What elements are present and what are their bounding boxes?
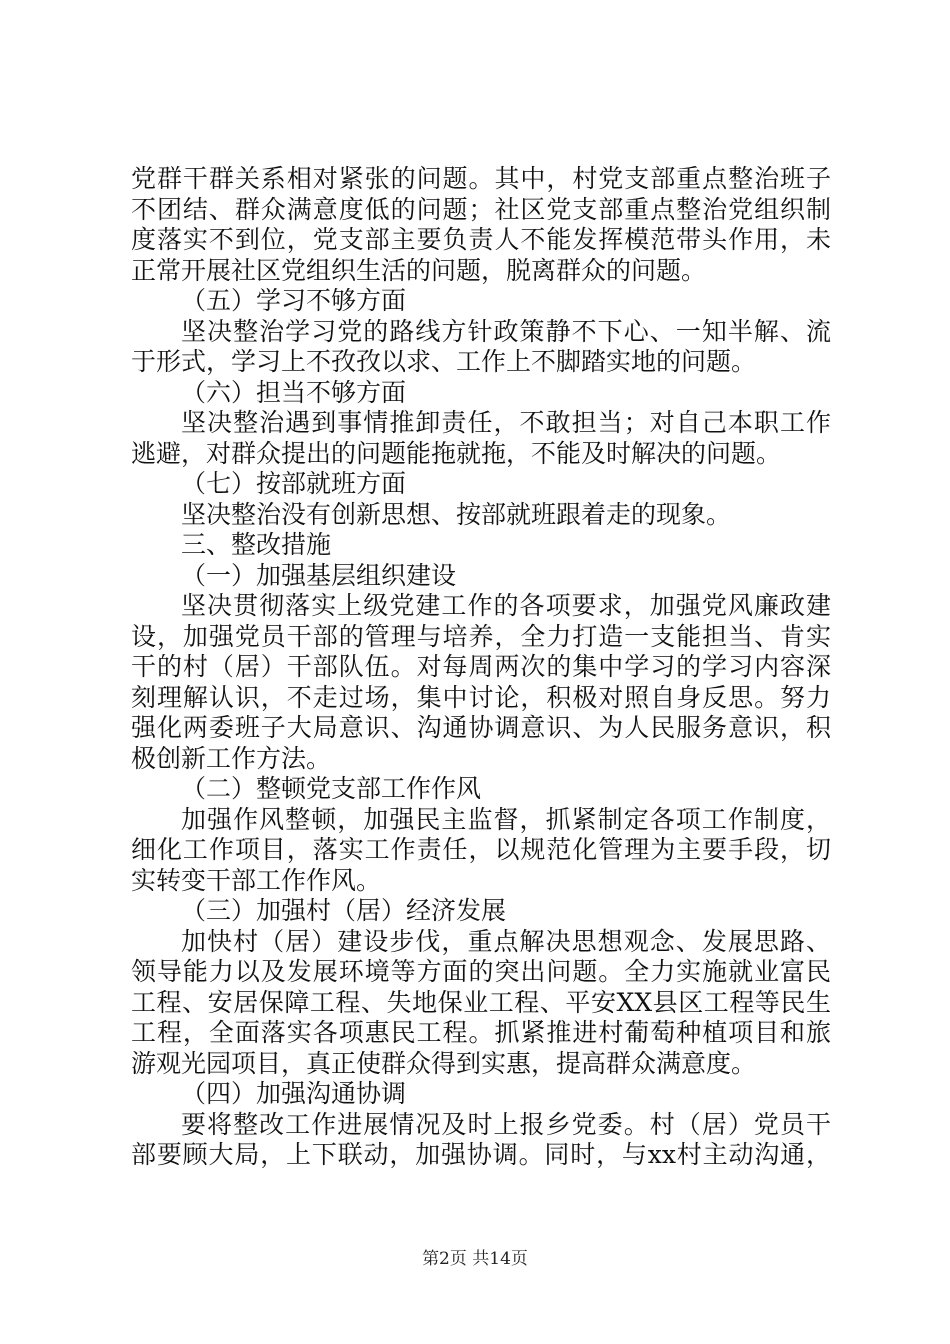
paragraph-line: 逃避，对群众提出的问题能拖就拖，不能及时解决的问题。 [131, 438, 782, 468]
paragraph-line: 干的村（居）干部队伍。对每周两次的集中学习的学习内容深 [131, 652, 831, 681]
paragraph-line: 极创新工作方法。 [131, 743, 332, 773]
chapter-heading: 三、整改措施 [181, 530, 332, 559]
paragraph-line: 不团结、群众满意度低的问题；社区党支部重点整治党组织制 [131, 194, 831, 224]
paragraph-line: 领导能力以及发展环境等方面的突出问题。全力实施就业富民 [131, 957, 831, 986]
paragraph-line: 设，加强党员干部的管理与培养，全力打造一支能担当、肯实 [131, 621, 831, 651]
section-heading: （二）整顿党支部工作作风 [181, 774, 482, 803]
paragraph-line: 要将整改工作进展情况及时上报乡党委。村（居）党员干 [181, 1109, 831, 1139]
paragraph-line: 于形式，学习上不孜孜以求、工作上不脚踏实地的问题。 [131, 347, 757, 376]
paragraph-line: 度落实不到位，党支部主要负责人不能发挥模范带头作用，未 [131, 225, 831, 254]
document-body [131, 164, 831, 1171]
paragraph-line: 工程，全面落实各项惠民工程。抓紧推进村葡萄种植项目和旅 [131, 1018, 831, 1047]
paragraph-line: 实转变干部工作作风。 [131, 865, 382, 895]
section-heading: （七）按部就班方面 [181, 469, 407, 498]
section-heading: （五）学习不够方面 [181, 286, 407, 315]
paragraph-line: 坚决整治遇到事情推卸责任，不敢担当；对自己本职工作 [181, 408, 831, 437]
paragraph-line: 党群干群关系相对紧张的问题。其中，村党支部重点整治班子 [131, 164, 831, 193]
section-heading: （四）加强沟通协调 [181, 1079, 407, 1108]
section-heading: （六）担当不够方面 [181, 377, 407, 407]
paragraph-line: 坚决贯彻落实上级党建工作的各项要求，加强党风廉政建 [181, 591, 831, 620]
paragraph-line: 工程、安居保障工程、失地保业工程、平安XX县区工程等民生 [131, 987, 831, 1017]
section-heading: （三）加强村（居）经济发展 [181, 896, 507, 925]
paragraph-line: 坚决整治学习党的路线方针政策静不下心、一知半解、流 [181, 316, 831, 346]
paragraph-line: 刻理解认识，不走过场，集中讨论，积极对照自身反思。努力 [131, 682, 831, 712]
paragraph-line: 部要顾大局，上下联动，加强协调。同时，与xx村主动沟通， [131, 1140, 831, 1169]
paragraph-line: 加强作风整顿，加强民主监督，抓紧制定各项工作制度， [181, 804, 831, 834]
paragraph-line: 细化工作项目，落实工作责任，以规范化管理为主要手段，切 [131, 835, 831, 864]
paragraph-line: 正常开展社区党组织生活的问题，脱离群众的问题。 [131, 255, 707, 285]
page-number-footer: 第2页 共14页 [422, 1249, 528, 1269]
paragraph-line: 坚决整治没有创新思想、按部就班跟着走的现象。 [181, 499, 732, 529]
section-heading: （一）加强基层组织建设 [181, 560, 457, 590]
paragraph-line: 游观光园项目，真正使群众得到实惠，提高群众满意度。 [131, 1048, 757, 1078]
paragraph-line: 加快村（居）建设步伐，重点解决思想观念、发展思路、 [181, 926, 831, 956]
paragraph-line: 强化两委班子大局意识、沟通协调意识、为人民服务意识，积 [131, 713, 831, 742]
